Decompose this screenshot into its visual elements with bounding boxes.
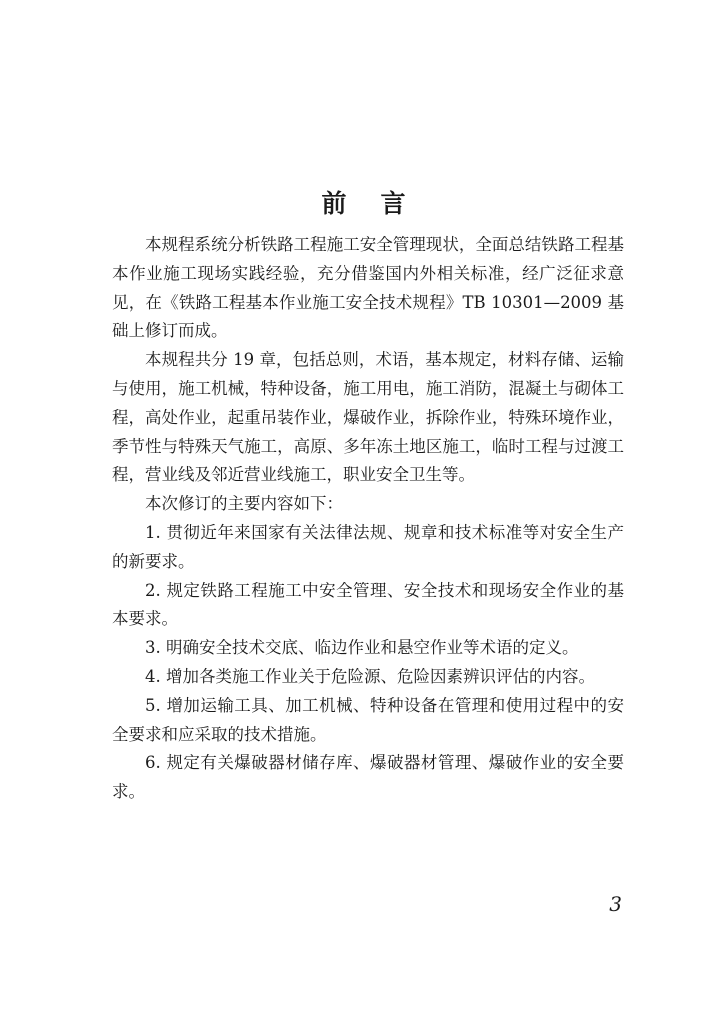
paragraph-item-6: 6. 规定有关爆破器材储存库、爆破器材管理、爆破作业的安全要求。 — [112, 753, 624, 802]
paragraph-revision-lead: 本次修订的主要内容如下： — [145, 494, 343, 514]
paragraph-item-1: 1. 贯彻近年来国家有关法律法规、规章和技术标准等对安全生产的新要求。 — [112, 522, 624, 571]
paragraph-item-2: 2. 规定铁路工程施工中安全管理、安全技术和现场安全作业的基本要求。 — [112, 580, 624, 629]
paragraph-item-3: 3. 明确安全技术交底、临边作业和悬空作业等术语的定义。 — [145, 638, 579, 658]
paragraph-chapters: 本规程共分 19 章，包括总则，术语，基本规定，材料存储、运输与使用，施工机械，特种设备，施工用电，施工消防，混凝土与砌体工程，高处作业，起重吊装作业，爆破作业，拆除作业，特殊环境作业，季节性与特殊天气施工，高原、多年冻土地区施工，临时工程与过渡工程，营业线及邻近营业线施工，职业安全卫生等。 — [112, 350, 624, 485]
page-number: 3 — [609, 892, 622, 916]
paragraph-item-4: 4. 增加各类施工作业关于危险源、危险因素辨识评估的内容。 — [145, 666, 595, 686]
preface-body — [112, 231, 624, 807]
paragraph-intro: 本规程系统分析铁路工程施工安全管理现状，全面总结铁路工程基本作业施工现场实践经验，充分借鉴国内外相关标准，经广泛征求意见，在《铁路工程基本作业施工安全技术规程》TB 10301—2009 基础上修订而成。 — [112, 235, 624, 341]
paragraph-item-5: 5. 增加运输工具、加工机械、特种设备在管理和使用过程中的安全要求和应采取的技术措施。 — [112, 695, 624, 744]
page-title: 前言 — [321, 189, 440, 218]
